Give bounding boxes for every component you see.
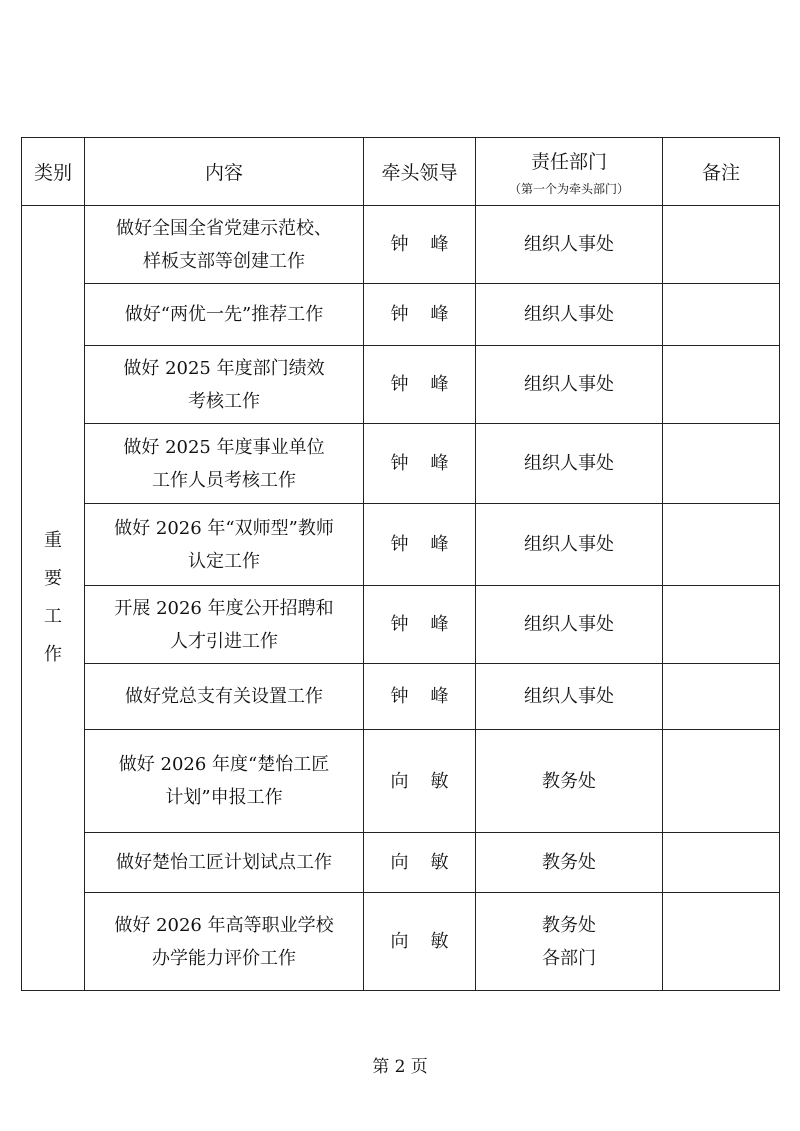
remark-cell [663,586,780,664]
remark-cell [663,346,780,424]
table-header-row [22,138,780,206]
dept-line: 组织人事处 [524,304,614,325]
content-cell [85,586,364,664]
dept-cell [476,586,663,664]
header-leader: 牵头领导 [364,138,476,206]
dept-cell [476,730,663,833]
dept-line: 组织人事处 [524,374,614,395]
table-row [22,284,780,346]
dept-cell [476,424,663,504]
content-line: 开展 2026 年度公开招聘和 [114,597,334,619]
page-number: 第 2 页 [372,1057,428,1077]
header-content: 内容 [85,138,364,206]
dept-line: 教务处 [542,770,596,792]
table-row [22,833,780,893]
content-line: 做好 2026 年“双师型”教师 [114,517,334,539]
leader-cell: 向敏 [364,833,476,893]
dept-line: 各部门 [542,947,596,969]
dept-line: 组织人事处 [524,534,614,555]
dept-line: 组织人事处 [524,234,614,255]
remark-cell [663,424,780,504]
leader-cell: 向敏 [364,730,476,833]
remark-cell [663,664,780,730]
header-dept-label: 责任部门 [530,150,607,173]
content-cell [85,730,364,833]
leader-cell: 钟峰 [364,504,476,586]
table-row [22,504,780,586]
category-char: 要 [44,568,62,589]
content-cell [85,893,364,991]
leader-cell: 钟峰 [364,664,476,730]
dept-line: 教务处 [542,914,596,936]
category-char: 作 [44,644,62,665]
header-dept-note: （第一个为牵头部门） [508,181,629,196]
content-cell [85,664,364,730]
content-cell [85,424,364,504]
remark-cell [663,730,780,833]
dept-cell [476,833,663,893]
dept-cell [476,346,663,424]
leader-cell: 钟峰 [364,284,476,346]
content-cell [85,833,364,893]
dept-cell [476,284,663,346]
dept-cell [476,893,663,991]
table-row [22,206,780,284]
table-row [22,424,780,504]
content-line: 考核工作 [188,390,260,412]
remark-cell [663,284,780,346]
table-row [22,893,780,991]
content-line: 做好全国全省党建示范校、 [116,217,332,239]
leader-cell: 钟峰 [364,346,476,424]
table-row [22,346,780,424]
content-line: 样板支部等创建工作 [143,250,305,272]
header-remarks: 备注 [663,138,780,206]
content-line: 认定工作 [188,550,260,572]
content-line: 做好 2025 年度事业单位 [123,436,325,458]
content-cell [85,504,364,586]
table-row [22,664,780,730]
remark-cell [663,833,780,893]
leader-cell: 钟峰 [364,206,476,284]
remark-cell [663,206,780,284]
content-line: 做好 2026 年高等职业学校 [114,914,334,936]
leader-cell: 钟峰 [364,424,476,504]
category-cell [22,206,85,991]
content-line: 办学能力评价工作 [152,947,296,969]
content-line: 工作人员考核工作 [152,469,296,491]
table-body [22,206,780,991]
dept-line: 组织人事处 [524,614,614,635]
dept-line: 教务处 [542,852,596,873]
dept-line: 组织人事处 [524,686,614,707]
category-char: 重 [44,530,62,551]
dept-line: 组织人事处 [524,453,614,474]
leader-cell: 钟峰 [364,586,476,664]
content-cell [85,206,364,284]
table-row [22,586,780,664]
remark-cell [663,504,780,586]
table-row [22,730,780,833]
content-cell [85,346,364,424]
content-line: 做好 2026 年度“楚怡工匠 [118,754,330,775]
content-line: 做好楚怡工匠计划试点工作 [116,852,332,873]
remark-cell [663,893,780,991]
header-dept [476,138,663,206]
content-line: 做好“两优一先”推荐工作 [124,304,324,325]
content-line: 人才引进工作 [170,630,278,652]
header-category: 类别 [22,138,85,206]
dept-cell [476,504,663,586]
category-char: 工 [44,606,62,627]
content-line: 计划”申报工作 [165,787,283,808]
content-line: 做好党总支有关设置工作 [125,686,323,707]
content-line: 做好 2025 年度部门绩效 [123,357,325,379]
dept-cell [476,206,663,284]
work-table [21,137,780,991]
leader-cell: 向敏 [364,893,476,991]
dept-cell [476,664,663,730]
content-cell [85,284,364,346]
